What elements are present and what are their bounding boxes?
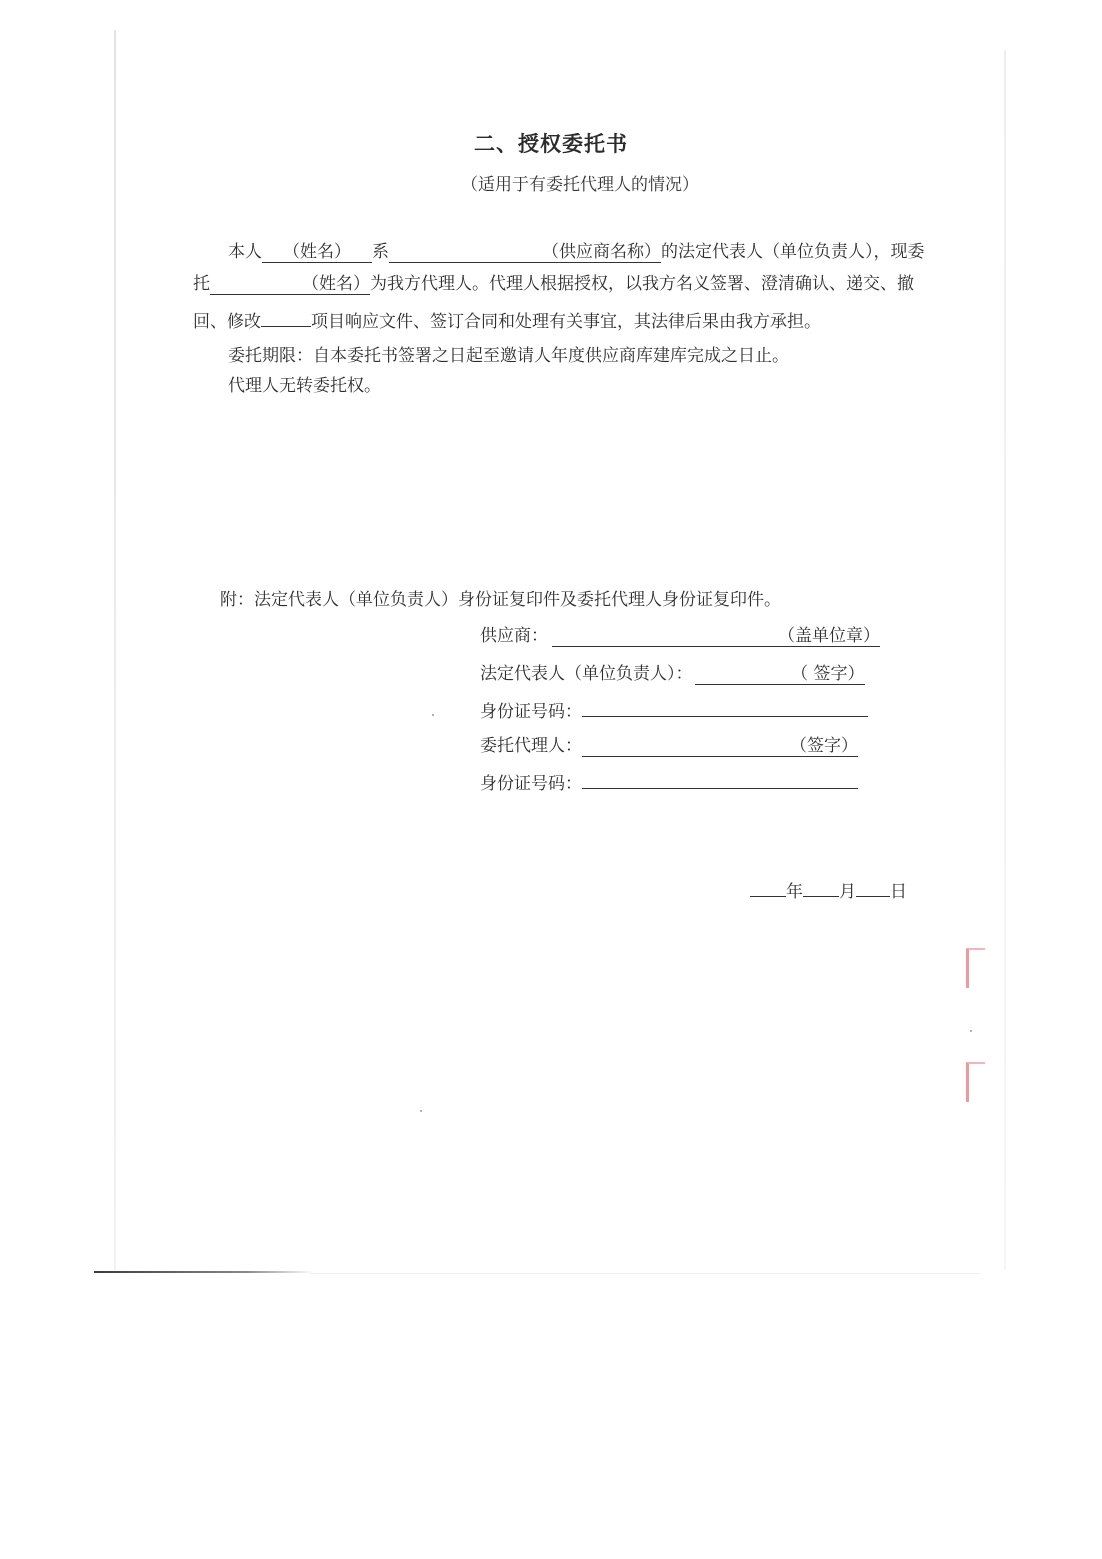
id-number-field-1 — [582, 698, 868, 717]
term-line: 委托期限：自本委托书签署之日起至邀请人年度供应商库建库完成之日止。 — [228, 346, 789, 366]
id-number-row-2 — [480, 770, 858, 796]
supplier-stamp-field: （盖单位章） — [552, 626, 880, 647]
scan-speck — [420, 1110, 422, 1112]
legal-rep-label: 法定代表人（单位负责人）： — [480, 664, 693, 684]
red-seal-fragment-1 — [966, 948, 985, 988]
id-number-label-1: 身份证号码： — [480, 702, 582, 722]
year-label: 年 — [786, 882, 803, 902]
text: 本人 — [228, 242, 262, 262]
red-seal-fragment-2 — [966, 1062, 985, 1102]
project-blank — [261, 308, 311, 327]
id-number-row-1 — [480, 698, 868, 724]
day-blank — [856, 878, 890, 897]
document-subtitle: （适用于有委托代理人的情况） — [461, 175, 699, 195]
month-blank — [803, 878, 839, 897]
scan-bottom-edge — [94, 1271, 314, 1273]
legal-rep-signature-field: （ 签字） — [695, 664, 865, 685]
text: 项目响应文件、签订合同和处理有关事宜，其法律后果由我方承担。 — [311, 312, 821, 332]
date-row — [750, 878, 907, 904]
scan-edge-left — [114, 30, 116, 1270]
scan-speck — [970, 1030, 972, 1032]
day-label: 日 — [890, 882, 907, 902]
id-number-label-2: 身份证号码： — [480, 774, 582, 794]
text: 为我方代理人。代理人根据授权，以我方名义签署、澄清确认、递交、撤 — [370, 274, 914, 294]
text: 回、修改 — [193, 312, 261, 332]
paragraph-line-2 — [193, 272, 914, 296]
paragraph-line-3 — [193, 308, 821, 334]
scan-speck — [432, 714, 434, 716]
agent-name-blank: （姓名） — [210, 274, 370, 295]
legal-rep-row — [480, 662, 865, 686]
supplier-row — [480, 624, 880, 648]
paragraph-line-1 — [228, 240, 925, 264]
month-label: 月 — [839, 882, 856, 902]
supplier-label: 供应商： — [480, 626, 548, 646]
agent-row — [480, 734, 858, 758]
no-transfer-line: 代理人无转委托权。 — [228, 376, 381, 396]
document-title: 二、授权委托书 — [474, 131, 628, 156]
id-number-field-2 — [582, 770, 858, 789]
text: 的法定代表人（单位负责人），现委 — [661, 242, 925, 262]
text: 系 — [372, 242, 389, 262]
principal-name-blank: （姓名） — [262, 242, 372, 263]
text: 托 — [193, 274, 210, 294]
attachment-line: 附：法定代表人（单位负责人）身份证复印件及委托代理人身份证复印件。 — [220, 590, 781, 610]
scan-bottom-edge-faint — [310, 1273, 980, 1274]
scan-edge-right — [1004, 50, 1006, 1270]
agent-signature-field: （签字） — [582, 736, 858, 757]
agent-label: 委托代理人： — [480, 736, 582, 756]
supplier-name-blank: （供应商名称） — [389, 242, 661, 263]
year-blank — [750, 878, 786, 897]
